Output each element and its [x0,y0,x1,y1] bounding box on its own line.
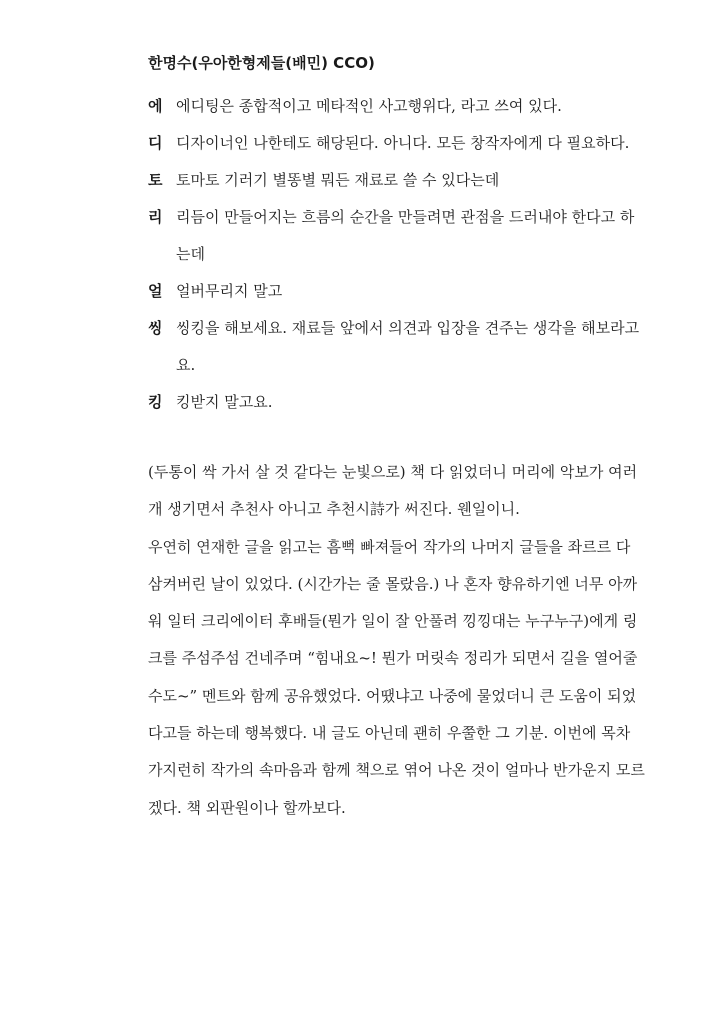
acrostic-text: 토마토 기러기 별똥별 뭐든 재료로 쓸 수 있다는데 [176,171,500,189]
acrostic-line [148,199,648,273]
acrostic-line [148,310,648,384]
acrostic-line [148,88,648,125]
acrostic-text: 씽킹을 해보세요. 재료들 앞에서 의견과 입장을 견주는 생각을 해보라고요. [176,319,640,374]
paragraph: (두통이 싹 가서 살 것 같다는 눈빛으로) 책 다 읽었더니 머리에 악보가 여러 개 생기면서 추천사 아니고 추천시詩가 써진다. 웬일이니. [148,463,638,519]
acrostic-line [148,384,648,421]
acrostic-text: 리듬이 만들어지는 흐름의 순간을 만들려면 관점을 드러내야 한다고 하는데 [176,208,635,263]
acrostic-poem [148,88,648,421]
paragraph: 우연히 연재한 글을 읽고는 흠뻑 빠져들어 작가의 나머지 글들을 좌르르 다 삼켜버린 날이 있었다. (시간가는 줄 몰랐음.) 나 혼자 향유하기엔 너무 아까워 일터 크리에이터 후배들(뭔가 일이 잘 안풀려 낑낑대는 누구누구)에게 링크를 주섬주섬 건네주며 “힘내요~! 뭔가 머릿속 정리가 되면서 길을 열어줄 수도~” 멘트와 함께 공유했었다. 어땠냐고 나중에 물었더니 큰 도움이 되었다고들 하는데 행복했다. 내 글도 아닌데 괜히 우쭐한 그 기분. 이번에 목차 가지런히 작가의 속마음과 함께 책으로 엮어 나온 것이 얼마나 반가운지 모르겠다. 책 외판원이나 할까보다. [148,537,645,817]
acrostic-initial: 디 [148,134,163,152]
acrostic-line [148,162,648,199]
acrostic-line [148,125,648,162]
acrostic-text: 킹받지 말고요. [176,393,273,411]
author-name: 한명수(우아한형제들(배민) CCO) [148,54,375,72]
acrostic-text: 디자이너인 나한테도 해당된다. 아니다. 모든 창작자에게 다 필요하다. [176,134,630,152]
acrostic-text: 에디팅은 종합적이고 메타적인 사고행위다, 라고 쓰여 있다. [176,97,562,115]
acrostic-initial: 리 [148,208,163,226]
acrostic-initial: 킹 [148,393,163,411]
body-text [148,454,648,827]
acrostic-initial: 에 [148,97,163,115]
acrostic-initial: 얼 [148,282,163,300]
acrostic-text: 얼버무리지 말고 [176,282,283,300]
acrostic-initial: 토 [148,171,163,189]
acrostic-initial: 씽 [148,319,163,337]
acrostic-line [148,273,648,310]
